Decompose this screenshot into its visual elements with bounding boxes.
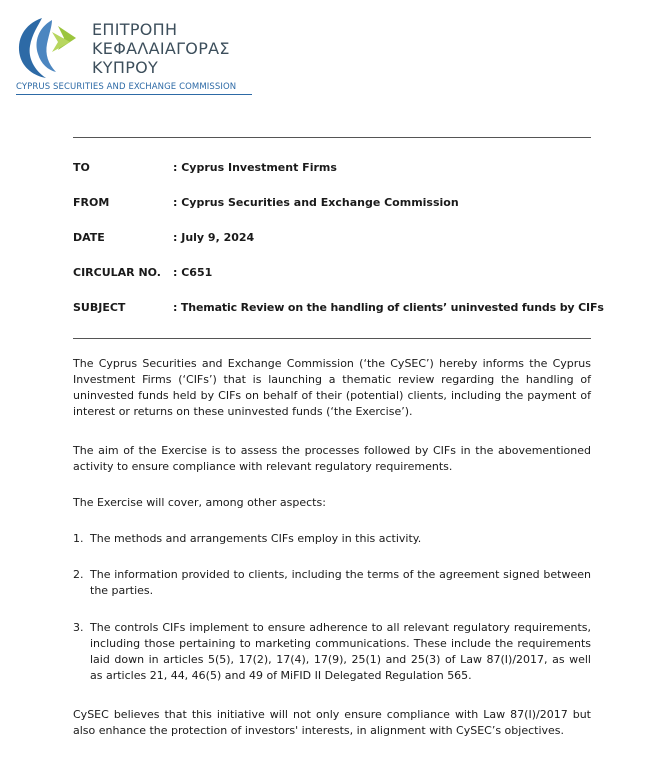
cysec-logo	[12, 14, 252, 96]
header-label: FROM	[73, 196, 110, 209]
header-value: : Cyprus Securities and Exchange Commission	[173, 196, 459, 209]
header-label: CIRCULAR NO.	[73, 266, 161, 279]
header-top-divider	[73, 137, 591, 138]
logo-line-1: ΕΠΙΤΡΟΠΗ	[92, 20, 178, 39]
header-value: : C651	[173, 266, 213, 279]
list-item-text: The controls CIFs implement to ensure adherence to all relevant regulatory requirements, including those pertaining to marketing communications. These include the requirements laid down in articles 5(5), 17(2), 17(4), 17(9), 25(1) and 25(3) of Law 87(I)/2017, as well as articles 21, 44, 46(5) and 49 of MiFID II Delegated Regulation 565.	[90, 621, 591, 682]
list-item-text: The methods and arrangements CIFs employ in this activity.	[90, 532, 422, 545]
list-item-number: 2.	[73, 568, 84, 581]
cover-paragraph: The Exercise will cover, among other aspects:	[73, 496, 326, 509]
header-label: SUBJECT	[73, 301, 126, 314]
aim-paragraph: The aim of the Exercise is to assess the processes followed by CIFs in the abovementioned activity to ensure compliance with relevant regulatory requirements.	[73, 444, 591, 473]
list-item-number: 1.	[73, 532, 84, 545]
header-label: TO	[73, 161, 90, 174]
logo-subtitle: CYPRUS SECURITIES AND EXCHANGE COMMISSION	[16, 82, 237, 92]
header-value: : July 9, 2024	[173, 231, 255, 244]
header-value: : Cyprus Investment Firms	[173, 161, 337, 174]
logo-line-2: ΚΕΦΑΛΑΙΑΓΟΡΑΣ	[92, 39, 230, 58]
list-item-number: 3.	[73, 621, 84, 634]
logo-underline	[16, 94, 252, 95]
closing-paragraph: CySEC believes that this initiative will not only ensure compliance with Law 87(I)/2017 but also enhance the protection of investors' interests, in alignment with CySEC’s objectives.	[73, 708, 591, 737]
intro-paragraph: The Cyprus Securities and Exchange Commission (‘the CySEC’) hereby informs the Cyprus Investment Firms (‘CIFs’) that is launching a thematic review regarding the handling of uninvested funds held by CIFs on behalf of their (potential) clients, including the payment of interest or returns on these uninvested funds (‘the Exercise’).	[73, 357, 591, 418]
list-item-text: The information provided to clients, including the terms of the agreement signed between the parties.	[90, 568, 591, 597]
header-label: DATE	[73, 231, 105, 244]
header-bottom-divider	[73, 338, 591, 339]
header-value: : Thematic Review on the handling of clients’ uninvested funds by CIFs	[173, 301, 604, 314]
logo-line-3: ΚΥΠΡΟΥ	[92, 58, 159, 77]
cysec-emblem-icon	[12, 14, 82, 80]
